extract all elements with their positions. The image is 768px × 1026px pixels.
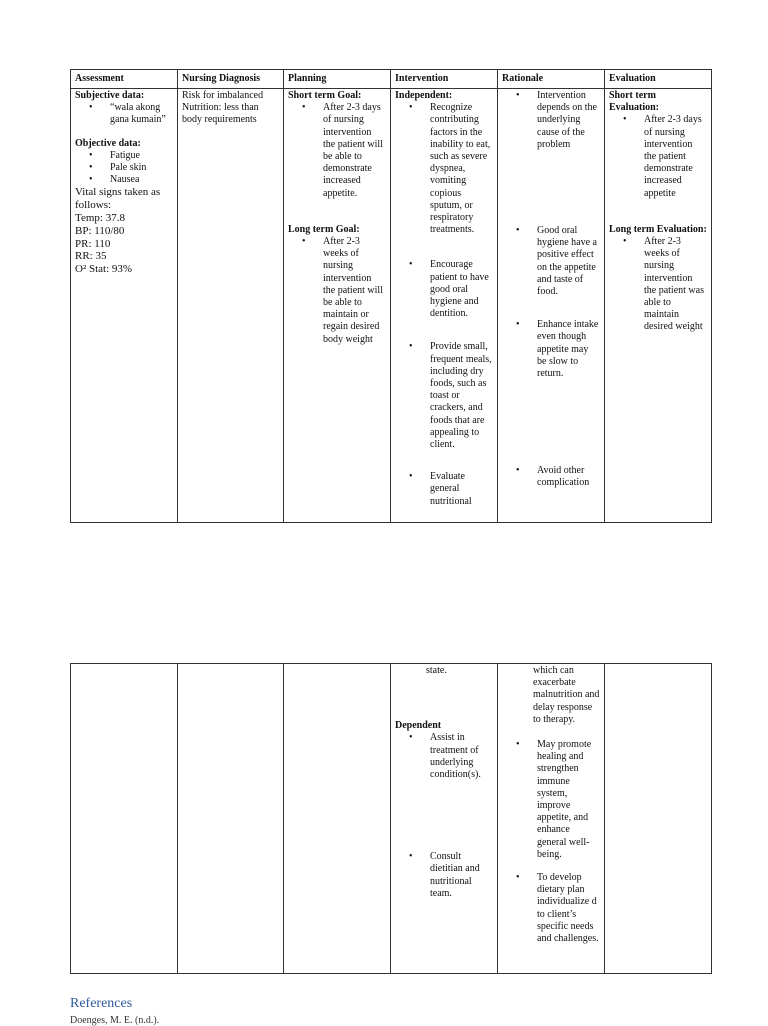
subjective-list xyxy=(75,102,173,126)
nursing-care-plan-table xyxy=(70,69,712,523)
evaluation-cell xyxy=(605,89,712,523)
header-rationale: Rationale xyxy=(498,70,605,89)
rationale-item: • Avoid other complication xyxy=(537,465,600,489)
short-term-goal-list xyxy=(288,102,386,200)
objective-item: • Fatigue xyxy=(110,150,173,162)
diagnosis-cell xyxy=(178,89,284,523)
long-term-goal-list xyxy=(288,236,386,346)
references-heading: References xyxy=(70,996,133,1011)
long-term-evaluation: • After 2-3 weeks of nursing intervention the patient was able to maintain desired weight xyxy=(644,236,707,334)
objective-list xyxy=(75,150,173,187)
dependent-item: • Consult dietitian and nutritional team. xyxy=(430,851,493,900)
dependent-title: Dependent xyxy=(395,720,442,732)
dependent-item: • Assist in treatment of underlying condition(s). xyxy=(430,732,493,781)
rationale-continued-text: which can exacerbate malnutrition and delay response to therapy. xyxy=(533,665,600,725)
planning-cell xyxy=(284,89,391,523)
objective-item: • Nausea xyxy=(110,174,173,186)
planning-cell-empty xyxy=(284,664,391,974)
short-term-evaluation-title: Short term Evaluation: xyxy=(609,90,660,114)
header-evaluation: Evaluation xyxy=(605,70,712,89)
assessment-cell xyxy=(71,89,178,523)
header-intervention: Intervention xyxy=(391,70,498,89)
header-nursing-diagnosis: Nursing Diagnosis xyxy=(178,70,284,89)
vital-pr: PR: 110 xyxy=(75,237,111,250)
rationale-list-continued xyxy=(502,739,600,945)
vitals-intro: Vital signs taken as follows: xyxy=(75,186,161,212)
long-term-evaluation-title: Long term Evaluation: xyxy=(609,223,707,235)
short-term-goal: • After 2-3 days of nursing intervention the patient will be able to demonstrate increased appetite. xyxy=(323,102,386,200)
vital-o2: O² Stat: 93% xyxy=(75,263,133,276)
intervention-list xyxy=(395,102,493,508)
evaluation-cell-empty xyxy=(605,664,712,974)
short-term-evaluation-list xyxy=(609,114,707,199)
rationale-item: • Enhance intake even though appetite may be slow to return. xyxy=(537,319,600,380)
nursing-care-plan-table-continued xyxy=(70,663,712,974)
dependent-list xyxy=(395,732,493,900)
objective-item: • Pale skin xyxy=(110,162,173,174)
intervention-item: • Evaluate general nutritional xyxy=(430,471,493,508)
rationale-cell xyxy=(498,89,605,523)
rationale-item: • Good oral hygiene have a positive effect on the appetite and taste of food. xyxy=(537,225,600,298)
vital-bp: BP: 110/80 xyxy=(75,224,125,237)
header-row xyxy=(71,70,712,89)
long-term-goal-title: Long term Goal: xyxy=(288,223,360,235)
intervention-item: • Encourage patient to have good oral hygiene and dentition. xyxy=(430,259,493,320)
assessment-cell-empty xyxy=(71,664,178,974)
header-planning: Planning xyxy=(284,70,391,89)
intervention-continued-text: state. xyxy=(426,665,447,676)
rationale-item: • May promote healing and strengthen immune system, improve appetite, and enhance general well-being. xyxy=(537,739,600,861)
independent-title: Independent: xyxy=(395,90,453,101)
intervention-item: • Provide small, frequent meals, including dry foods, such as toast or crackers, and foods that are appealing to client. xyxy=(430,341,493,451)
header-assessment: Assessment xyxy=(71,70,178,89)
short-term-goal-title: Short term Goal: xyxy=(288,90,362,101)
subjective-item: • “wala akong gana kumain” xyxy=(110,102,173,126)
intervention-item: • Recognize contributing factors in the inability to eat, such as severe dyspnea, vomiting copious sputum, or respiratory treatments. xyxy=(430,102,493,236)
short-term-evaluation: • After 2-3 days of nursing intervention the patient demonstrate increased appetite xyxy=(644,114,707,199)
objective-title: Objective data: xyxy=(75,137,141,149)
intervention-cell xyxy=(391,89,498,523)
reference-entry: Doenges, M. E. (n.d.). xyxy=(70,1015,160,1026)
long-term-evaluation-list xyxy=(609,236,707,334)
intervention-cell-continued xyxy=(391,664,498,974)
body-row xyxy=(71,89,712,523)
rationale-item: • To develop dietary plan individualize d to client’s specific needs and challenges. xyxy=(537,872,600,945)
diagnosis-text: Risk for imbalanced Nutrition: less than body requirements xyxy=(182,90,264,126)
vital-rr: RR: 35 xyxy=(75,250,107,263)
rationale-item: • Intervention depends on the underlying cause of the problem xyxy=(537,90,600,151)
diagnosis-cell-empty xyxy=(178,664,284,974)
continued-row xyxy=(71,664,712,974)
vital-temp: Temp: 37.8 xyxy=(75,212,125,225)
rationale-cell-continued xyxy=(498,664,605,974)
rationale-list xyxy=(502,90,600,490)
long-term-goal: • After 2-3 weeks of nursing intervention the patient will be able to maintain or regain desired body weight xyxy=(323,236,386,346)
subjective-title: Subjective data: xyxy=(75,90,145,101)
